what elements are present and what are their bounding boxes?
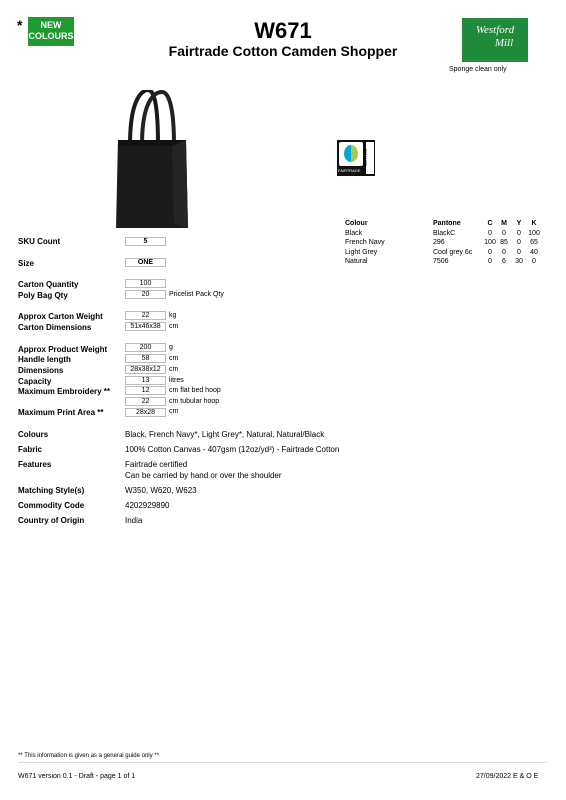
logo-line-1: Westford <box>475 24 515 36</box>
features-value-1: Fairtrade certified <box>125 460 188 469</box>
product-name: Fairtrade Cotton Camden Shopper <box>168 43 398 59</box>
footer-divider <box>18 762 548 763</box>
header-y: Y <box>516 220 522 227</box>
cell: 100 <box>484 239 496 246</box>
size-label: Size <box>18 259 35 268</box>
cell: 85 <box>500 239 508 246</box>
cell: 0 <box>502 248 506 256</box>
origin-value: India <box>125 516 143 525</box>
commodity-value: 4202929890 <box>125 501 170 510</box>
carton-qty-value: 100 <box>125 279 166 288</box>
fairtrade-mark <box>337 140 375 176</box>
max-print-value: 28x28 <box>125 408 166 417</box>
matching-label: Matching Style(s) <box>18 486 85 495</box>
product-code: W671 <box>254 18 312 43</box>
cotton-side <box>362 142 374 174</box>
cell: 0 <box>517 239 521 246</box>
fabric-label: Fabric <box>18 445 43 454</box>
carton-weight-label: Approx Carton Weight <box>18 312 103 321</box>
cell: 100 <box>528 229 540 237</box>
handle-length-label: Handle length <box>18 355 71 364</box>
cell: French Navy <box>345 239 385 246</box>
max-embroidery-tubular-unit: cm tubular hoop <box>169 398 220 405</box>
cell: 296 <box>433 239 445 246</box>
capacity-unit: litres <box>169 377 184 384</box>
handle-length-unit: cm <box>169 355 179 362</box>
cell: Light Grey <box>345 248 378 256</box>
new-star: * <box>17 17 23 33</box>
matching-value: W350, W620, W623 <box>125 486 197 495</box>
carton-weight-unit: kg <box>169 312 177 319</box>
features-value-2: Can be carried by hand or over the shoulder <box>125 471 282 480</box>
cell: 6 <box>502 258 506 265</box>
capacity-value: 13 <box>125 376 166 385</box>
fairtrade-label: FAIRTRADE <box>338 168 361 173</box>
fabric-value: 100% Cotton Canvas - 407gsm (12oz/yd²) - Fairtrade Cotton <box>125 445 340 454</box>
cell: 0 <box>517 229 521 237</box>
poly-bag-qty-unit: Pricelist Pack Qty <box>169 291 224 298</box>
poly-bag-qty-value: 20 <box>125 290 166 299</box>
carton-dims-label: Carton Dimensions <box>18 323 92 332</box>
cell: 0 <box>502 229 506 237</box>
carton-weight-value: 22 <box>125 311 166 320</box>
colours-value: Black, French Navy*, Light Grey*, Natural, Natural/Black <box>125 430 325 439</box>
footer-version: W671 version 0.1 - Draft - page 1 of 1 <box>18 773 136 780</box>
footer-date: 27/09/2022 E & O E <box>476 773 539 780</box>
cotton-label: COTTON <box>362 149 368 166</box>
poly-bag-qty-label: Poly Bag Qty <box>18 291 68 300</box>
commodity-label: Commodity Code <box>18 501 85 510</box>
header-c: C <box>487 220 493 227</box>
carton-dims-value: 51x46x38 <box>125 322 166 331</box>
cell: Natural <box>345 258 368 265</box>
care-instruction: Sponge clean only <box>449 66 507 73</box>
footnote: ** This information is given as a general guide only ** <box>18 753 159 759</box>
sku-count-value: 5 <box>125 237 166 246</box>
cell: Black <box>345 229 363 237</box>
size-value: ONE <box>125 258 166 267</box>
cell: BlackC <box>433 229 456 237</box>
fairtrade-icon <box>339 142 363 166</box>
westford-mill-logo <box>462 18 528 62</box>
product-weight-value: 200 <box>125 343 166 352</box>
max-print-label: Maximum Print Area ** <box>18 408 104 417</box>
max-embroidery-value: 12 <box>125 386 166 395</box>
header-pantone: Pantone <box>433 220 461 227</box>
origin-label: Country of Origin <box>18 516 85 525</box>
dimensions-label: Dimensions <box>18 366 64 375</box>
capacity-label: Capacity <box>18 377 52 386</box>
max-embroidery-label: Maximum Embroidery ** <box>18 387 111 396</box>
max-print-unit: cm <box>169 408 179 415</box>
cell: 0 <box>488 248 492 256</box>
dimensions-unit: cm <box>169 366 179 373</box>
badge-line-2: COLOURS <box>28 31 74 41</box>
cell: 7506 <box>433 258 449 265</box>
handle-length-value: 58 <box>125 354 166 363</box>
carton-qty-label: Carton Quantity <box>18 280 79 289</box>
header-k: K <box>531 220 537 227</box>
dimensions-value: 28x38x12 <box>125 365 166 374</box>
cell: Cool grey 6c <box>433 248 473 256</box>
cell: 0 <box>532 258 536 265</box>
cell: 65 <box>530 239 538 246</box>
max-embroidery-unit: cm flat bed hoop <box>169 387 221 394</box>
cell: 0 <box>517 248 521 256</box>
logo-line-2: Mill <box>494 37 514 49</box>
carton-dims-unit: cm <box>169 323 179 330</box>
features-label: Features <box>18 460 52 469</box>
cell: 30 <box>515 258 523 265</box>
cell: 0 <box>488 229 492 237</box>
product-weight-unit: g <box>169 344 173 351</box>
colours-label: Colours <box>18 430 49 439</box>
product-weight-label: Approx Product Weight <box>18 345 108 354</box>
header-colour: Colour <box>345 220 368 227</box>
cell: 0 <box>488 258 492 265</box>
cell: 40 <box>530 248 538 256</box>
sku-count-label: SKU Count <box>18 237 61 246</box>
header-m: M <box>501 220 507 227</box>
badge-line-1: NEW <box>40 20 62 30</box>
max-embroidery-tubular-value: 22 <box>125 397 166 406</box>
bag-image <box>112 90 192 230</box>
